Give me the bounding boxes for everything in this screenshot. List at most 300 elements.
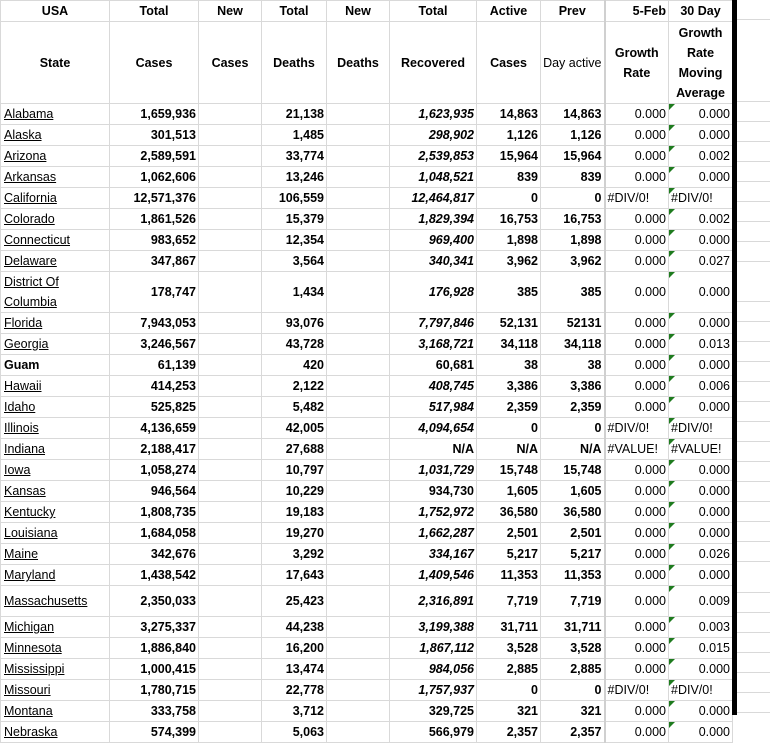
active-cases-cell[interactable]: [477, 680, 541, 701]
growth-rate-cell[interactable]: [605, 188, 669, 209]
error-indicator-icon[interactable]: [669, 376, 675, 382]
active-cases-cell[interactable]: [477, 418, 541, 439]
new-deaths-cell[interactable]: [327, 586, 390, 617]
total-deaths-cell[interactable]: [262, 439, 327, 460]
recovered-cell[interactable]: [390, 251, 477, 272]
active-cases-cell[interactable]: [477, 146, 541, 167]
prev-day-active-cell[interactable]: [541, 544, 605, 565]
state-link-cell[interactable]: [1, 701, 110, 722]
total-cases-cell[interactable]: [110, 481, 199, 502]
total-cases-cell[interactable]: [110, 502, 199, 523]
growth-rate-cell[interactable]: [605, 617, 669, 638]
header-prev-day-active[interactable]: Day active: [541, 22, 605, 104]
error-indicator-icon[interactable]: [669, 680, 675, 686]
prev-day-active-cell[interactable]: [541, 355, 605, 376]
growth-ma-cell[interactable]: [669, 586, 733, 617]
growth-rate-cell[interactable]: [605, 460, 669, 481]
growth-rate-cell[interactable]: [605, 125, 669, 146]
growth-rate-cell[interactable]: [605, 638, 669, 659]
recovered-cell[interactable]: [390, 617, 477, 638]
growth-rate-cell[interactable]: [605, 167, 669, 188]
growth-rate-cell[interactable]: [605, 209, 669, 230]
total-cases-cell[interactable]: [110, 701, 199, 722]
growth-ma-cell[interactable]: [669, 638, 733, 659]
new-cases-cell[interactable]: [199, 680, 262, 701]
header-total-cases[interactable]: Cases: [110, 22, 199, 104]
state-link-cell[interactable]: [1, 565, 110, 586]
active-cases-cell[interactable]: [477, 638, 541, 659]
total-cases-cell[interactable]: [110, 104, 199, 125]
new-cases-cell[interactable]: [199, 617, 262, 638]
prev-day-active-cell[interactable]: [541, 439, 605, 460]
growth-ma-cell[interactable]: [669, 313, 733, 334]
growth-rate-cell[interactable]: [605, 659, 669, 680]
growth-ma-cell[interactable]: [669, 544, 733, 565]
growth-rate-cell[interactable]: [605, 544, 669, 565]
error-indicator-icon[interactable]: [669, 251, 675, 257]
state-link[interactable]: Illinois: [4, 421, 39, 435]
total-deaths-cell[interactable]: [262, 313, 327, 334]
growth-ma-cell[interactable]: [669, 565, 733, 586]
total-cases-cell[interactable]: [110, 617, 199, 638]
header-total-cases-top[interactable]: Total: [110, 1, 199, 22]
active-cases-cell[interactable]: [477, 230, 541, 251]
error-indicator-icon[interactable]: [669, 104, 675, 110]
prev-day-active-cell[interactable]: [541, 523, 605, 544]
error-indicator-icon[interactable]: [669, 659, 675, 665]
state-link[interactable]: Alaska: [4, 128, 42, 142]
growth-ma-cell[interactable]: [669, 209, 733, 230]
header-total-recovered[interactable]: Recovered: [390, 22, 477, 104]
active-cases-cell[interactable]: [477, 617, 541, 638]
growth-rate-cell[interactable]: [605, 523, 669, 544]
new-deaths-cell[interactable]: [327, 313, 390, 334]
growth-rate-cell[interactable]: [605, 376, 669, 397]
state-link-cell[interactable]: [1, 313, 110, 334]
active-cases-cell[interactable]: [477, 104, 541, 125]
recovered-cell[interactable]: [390, 188, 477, 209]
new-cases-cell[interactable]: [199, 376, 262, 397]
growth-rate-cell[interactable]: [605, 272, 669, 313]
new-cases-cell[interactable]: [199, 230, 262, 251]
recovered-cell[interactable]: [390, 502, 477, 523]
state-link[interactable]: Georgia: [4, 337, 49, 351]
recovered-cell[interactable]: [390, 523, 477, 544]
state-link-cell[interactable]: [1, 209, 110, 230]
growth-rate-cell[interactable]: [605, 722, 669, 743]
total-deaths-cell[interactable]: [262, 481, 327, 502]
active-cases-cell[interactable]: [477, 439, 541, 460]
recovered-cell[interactable]: [390, 209, 477, 230]
error-indicator-icon[interactable]: [669, 481, 675, 487]
total-deaths-cell[interactable]: [262, 125, 327, 146]
error-indicator-icon[interactable]: [669, 167, 675, 173]
recovered-cell[interactable]: [390, 125, 477, 146]
recovered-cell[interactable]: [390, 272, 477, 313]
error-indicator-icon[interactable]: [669, 418, 675, 424]
growth-rate-cell[interactable]: [605, 251, 669, 272]
header-new-deaths[interactable]: Deaths: [327, 22, 390, 104]
total-cases-cell[interactable]: [110, 355, 199, 376]
total-deaths-cell[interactable]: [262, 659, 327, 680]
growth-rate-cell[interactable]: [605, 146, 669, 167]
header-active-cases-top[interactable]: Active: [477, 1, 541, 22]
state-link[interactable]: Connecticut: [4, 233, 71, 247]
state-link[interactable]: Michigan: [4, 620, 55, 634]
state-link[interactable]: Delaware: [4, 254, 57, 268]
total-deaths-cell[interactable]: [262, 460, 327, 481]
state-link[interactable]: Montana: [4, 704, 53, 718]
prev-day-active-cell[interactable]: [541, 701, 605, 722]
new-deaths-cell[interactable]: [327, 680, 390, 701]
prev-day-active-cell[interactable]: [541, 659, 605, 680]
state-link-cell[interactable]: [1, 659, 110, 680]
new-cases-cell[interactable]: [199, 659, 262, 680]
error-indicator-icon[interactable]: [669, 544, 675, 550]
growth-rate-cell[interactable]: [605, 334, 669, 355]
prev-day-active-cell[interactable]: [541, 167, 605, 188]
state-link-cell[interactable]: [1, 376, 110, 397]
growth-ma-cell[interactable]: [669, 701, 733, 722]
new-cases-cell[interactable]: [199, 544, 262, 565]
recovered-cell[interactable]: [390, 701, 477, 722]
prev-day-active-cell[interactable]: [541, 251, 605, 272]
new-cases-cell[interactable]: [199, 251, 262, 272]
new-cases-cell[interactable]: [199, 125, 262, 146]
total-deaths-cell[interactable]: [262, 722, 327, 743]
total-deaths-cell[interactable]: [262, 418, 327, 439]
state-link-cell[interactable]: [1, 188, 110, 209]
state-link-cell[interactable]: [1, 167, 110, 188]
prev-day-active-cell[interactable]: [541, 502, 605, 523]
error-indicator-icon[interactable]: [669, 617, 675, 623]
new-cases-cell[interactable]: [199, 188, 262, 209]
recovered-cell[interactable]: [390, 481, 477, 502]
new-cases-cell[interactable]: [199, 523, 262, 544]
growth-ma-cell[interactable]: [669, 659, 733, 680]
growth-ma-cell[interactable]: [669, 355, 733, 376]
new-deaths-cell[interactable]: [327, 544, 390, 565]
prev-day-active-cell[interactable]: [541, 638, 605, 659]
total-cases-cell[interactable]: [110, 397, 199, 418]
state-link[interactable]: Nebraska: [4, 725, 58, 739]
state-link[interactable]: Idaho: [4, 400, 36, 414]
active-cases-cell[interactable]: [477, 313, 541, 334]
total-cases-cell[interactable]: [110, 565, 199, 586]
new-cases-cell[interactable]: [199, 481, 262, 502]
total-cases-cell[interactable]: [110, 523, 199, 544]
new-deaths-cell[interactable]: [327, 230, 390, 251]
state-link[interactable]: Minnesota: [4, 641, 62, 655]
state-link[interactable]: Arizona: [4, 149, 47, 163]
state-link-cell[interactable]: [1, 355, 110, 376]
recovered-cell[interactable]: [390, 355, 477, 376]
growth-rate-cell[interactable]: [605, 397, 669, 418]
active-cases-cell[interactable]: [477, 167, 541, 188]
recovered-cell[interactable]: [390, 680, 477, 701]
state-link[interactable]: Massachusetts: [4, 594, 88, 608]
growth-rate-cell[interactable]: [605, 502, 669, 523]
growth-ma-cell[interactable]: [669, 167, 733, 188]
new-cases-cell[interactable]: [199, 439, 262, 460]
new-deaths-cell[interactable]: [327, 638, 390, 659]
state-link[interactable]: Arkansas: [4, 170, 57, 184]
state-link[interactable]: Iowa: [4, 463, 31, 477]
new-cases-cell[interactable]: [199, 167, 262, 188]
active-cases-cell[interactable]: [477, 586, 541, 617]
total-cases-cell[interactable]: [110, 659, 199, 680]
total-deaths-cell[interactable]: [262, 355, 327, 376]
state-link-cell[interactable]: [1, 523, 110, 544]
total-deaths-cell[interactable]: [262, 397, 327, 418]
error-indicator-icon[interactable]: [669, 586, 675, 592]
prev-day-active-cell[interactable]: [541, 272, 605, 313]
recovered-cell[interactable]: [390, 460, 477, 481]
growth-ma-cell[interactable]: [669, 680, 733, 701]
growth-rate-cell[interactable]: [605, 680, 669, 701]
new-cases-cell[interactable]: [199, 397, 262, 418]
header-new-cases[interactable]: Cases: [199, 22, 262, 104]
total-deaths-cell[interactable]: [262, 586, 327, 617]
total-cases-cell[interactable]: [110, 544, 199, 565]
total-cases-cell[interactable]: [110, 334, 199, 355]
recovered-cell[interactable]: [390, 334, 477, 355]
active-cases-cell[interactable]: [477, 544, 541, 565]
total-cases-cell[interactable]: [110, 313, 199, 334]
prev-day-active-cell[interactable]: [541, 481, 605, 502]
active-cases-cell[interactable]: [477, 376, 541, 397]
header-growth-rate[interactable]: Growth Rate: [605, 22, 669, 104]
total-deaths-cell[interactable]: [262, 272, 327, 313]
growth-ma-cell[interactable]: [669, 230, 733, 251]
state-link-cell[interactable]: [1, 460, 110, 481]
error-indicator-icon[interactable]: [669, 230, 675, 236]
growth-rate-cell[interactable]: [605, 230, 669, 251]
state-link[interactable]: Louisiana: [4, 526, 58, 540]
total-deaths-cell[interactable]: [262, 104, 327, 125]
recovered-cell[interactable]: [390, 544, 477, 565]
prev-day-active-cell[interactable]: [541, 334, 605, 355]
active-cases-cell[interactable]: [477, 188, 541, 209]
state-link-cell[interactable]: [1, 334, 110, 355]
total-cases-cell[interactable]: [110, 167, 199, 188]
total-deaths-cell[interactable]: [262, 376, 327, 397]
recovered-cell[interactable]: [390, 418, 477, 439]
prev-day-active-cell[interactable]: [541, 680, 605, 701]
new-deaths-cell[interactable]: [327, 209, 390, 230]
state-link-cell[interactable]: [1, 481, 110, 502]
growth-ma-cell[interactable]: [669, 334, 733, 355]
growth-ma-cell[interactable]: [669, 481, 733, 502]
new-cases-cell[interactable]: [199, 722, 262, 743]
new-cases-cell[interactable]: [199, 502, 262, 523]
state-link-cell[interactable]: [1, 502, 110, 523]
growth-ma-cell[interactable]: [669, 397, 733, 418]
error-indicator-icon[interactable]: [669, 146, 675, 152]
state-link[interactable]: Alabama: [4, 107, 54, 121]
state-link[interactable]: Indiana: [4, 442, 46, 456]
state-link-cell[interactable]: [1, 617, 110, 638]
header-prev-day-top[interactable]: Prev: [541, 1, 605, 22]
active-cases-cell[interactable]: [477, 502, 541, 523]
header-total-deaths[interactable]: Deaths: [262, 22, 327, 104]
error-indicator-icon[interactable]: [669, 565, 675, 571]
new-deaths-cell[interactable]: [327, 272, 390, 313]
recovered-cell[interactable]: [390, 230, 477, 251]
state-link[interactable]: Kentucky: [4, 505, 56, 519]
error-indicator-icon[interactable]: [669, 313, 675, 319]
new-cases-cell[interactable]: [199, 334, 262, 355]
growth-ma-cell[interactable]: [669, 104, 733, 125]
new-deaths-cell[interactable]: [327, 722, 390, 743]
new-cases-cell[interactable]: [199, 272, 262, 313]
total-cases-cell[interactable]: [110, 439, 199, 460]
growth-rate-cell[interactable]: [605, 439, 669, 460]
total-deaths-cell[interactable]: [262, 209, 327, 230]
prev-day-active-cell[interactable]: [541, 376, 605, 397]
new-deaths-cell[interactable]: [327, 617, 390, 638]
new-deaths-cell[interactable]: [327, 104, 390, 125]
active-cases-cell[interactable]: [477, 125, 541, 146]
recovered-cell[interactable]: [390, 439, 477, 460]
new-deaths-cell[interactable]: [327, 376, 390, 397]
new-deaths-cell[interactable]: [327, 523, 390, 544]
state-link[interactable]: Hawaii: [4, 379, 42, 393]
prev-day-active-cell[interactable]: [541, 188, 605, 209]
state-link[interactable]: Florida: [4, 316, 43, 330]
error-indicator-icon[interactable]: [669, 722, 675, 728]
growth-ma-cell[interactable]: [669, 376, 733, 397]
header-total-recovered-top[interactable]: Total: [390, 1, 477, 22]
prev-day-active-cell[interactable]: [541, 397, 605, 418]
error-indicator-icon[interactable]: [669, 701, 675, 707]
growth-ma-cell[interactable]: [669, 439, 733, 460]
active-cases-cell[interactable]: [477, 481, 541, 502]
new-cases-cell[interactable]: [199, 638, 262, 659]
state-link-cell[interactable]: [1, 251, 110, 272]
total-cases-cell[interactable]: [110, 376, 199, 397]
recovered-cell[interactable]: [390, 565, 477, 586]
error-indicator-icon[interactable]: [669, 502, 675, 508]
active-cases-cell[interactable]: [477, 355, 541, 376]
growth-ma-cell[interactable]: [669, 418, 733, 439]
growth-rate-cell[interactable]: [605, 355, 669, 376]
growth-ma-cell[interactable]: [669, 722, 733, 743]
new-deaths-cell[interactable]: [327, 439, 390, 460]
recovered-cell[interactable]: [390, 397, 477, 418]
growth-rate-cell[interactable]: [605, 481, 669, 502]
prev-day-active-cell[interactable]: [541, 209, 605, 230]
new-deaths-cell[interactable]: [327, 334, 390, 355]
recovered-cell[interactable]: [390, 659, 477, 680]
total-deaths-cell[interactable]: [262, 565, 327, 586]
new-deaths-cell[interactable]: [327, 167, 390, 188]
state-link-cell[interactable]: [1, 638, 110, 659]
growth-ma-cell[interactable]: [669, 617, 733, 638]
empty-columns-area[interactable]: [737, 0, 770, 715]
total-deaths-cell[interactable]: [262, 334, 327, 355]
state-link-cell[interactable]: [1, 586, 110, 617]
recovered-cell[interactable]: [390, 638, 477, 659]
state-link[interactable]: District Of Columbia: [4, 275, 59, 309]
recovered-cell[interactable]: [390, 722, 477, 743]
new-cases-cell[interactable]: [199, 104, 262, 125]
prev-day-active-cell[interactable]: [541, 146, 605, 167]
total-cases-cell[interactable]: [110, 230, 199, 251]
growth-ma-cell[interactable]: [669, 251, 733, 272]
prev-day-active-cell[interactable]: [541, 565, 605, 586]
recovered-cell[interactable]: [390, 313, 477, 334]
header-usa[interactable]: USA: [1, 1, 110, 22]
growth-rate-cell[interactable]: [605, 418, 669, 439]
recovered-cell[interactable]: [390, 146, 477, 167]
total-cases-cell[interactable]: [110, 460, 199, 481]
total-deaths-cell[interactable]: [262, 617, 327, 638]
prev-day-active-cell[interactable]: [541, 230, 605, 251]
error-indicator-icon[interactable]: [669, 209, 675, 215]
total-cases-cell[interactable]: [110, 125, 199, 146]
total-cases-cell[interactable]: [110, 188, 199, 209]
state-link-cell[interactable]: [1, 146, 110, 167]
new-deaths-cell[interactable]: [327, 146, 390, 167]
state-link-cell[interactable]: [1, 230, 110, 251]
growth-rate-cell[interactable]: [605, 104, 669, 125]
total-cases-cell[interactable]: [110, 638, 199, 659]
total-deaths-cell[interactable]: [262, 638, 327, 659]
prev-day-active-cell[interactable]: [541, 460, 605, 481]
state-link-cell[interactable]: [1, 125, 110, 146]
active-cases-cell[interactable]: [477, 460, 541, 481]
total-deaths-cell[interactable]: [262, 701, 327, 722]
total-cases-cell[interactable]: [110, 251, 199, 272]
growth-rate-cell[interactable]: [605, 586, 669, 617]
total-cases-cell[interactable]: [110, 586, 199, 617]
prev-day-active-cell[interactable]: [541, 586, 605, 617]
growth-ma-cell[interactable]: [669, 272, 733, 313]
total-cases-cell[interactable]: [110, 680, 199, 701]
new-cases-cell[interactable]: [199, 460, 262, 481]
error-indicator-icon[interactable]: [669, 125, 675, 131]
header-date[interactable]: 5-Feb: [605, 1, 669, 22]
new-cases-cell[interactable]: [199, 355, 262, 376]
new-cases-cell[interactable]: [199, 146, 262, 167]
header-30day-top[interactable]: 30 Day: [669, 1, 733, 22]
header-active-cases[interactable]: Cases: [477, 22, 541, 104]
error-indicator-icon[interactable]: [669, 638, 675, 644]
total-deaths-cell[interactable]: [262, 544, 327, 565]
active-cases-cell[interactable]: [477, 659, 541, 680]
state-link-cell[interactable]: [1, 397, 110, 418]
total-deaths-cell[interactable]: [262, 523, 327, 544]
state-link[interactable]: California: [4, 191, 57, 205]
state-link-cell[interactable]: [1, 418, 110, 439]
total-deaths-cell[interactable]: [262, 188, 327, 209]
recovered-cell[interactable]: [390, 104, 477, 125]
active-cases-cell[interactable]: [477, 272, 541, 313]
new-cases-cell[interactable]: [199, 209, 262, 230]
error-indicator-icon[interactable]: [669, 439, 675, 445]
error-indicator-icon[interactable]: [669, 460, 675, 466]
error-indicator-icon[interactable]: [669, 397, 675, 403]
prev-day-active-cell[interactable]: [541, 722, 605, 743]
header-state[interactable]: State: [1, 22, 110, 104]
new-cases-cell[interactable]: [199, 586, 262, 617]
growth-rate-cell[interactable]: [605, 313, 669, 334]
growth-rate-cell[interactable]: [605, 565, 669, 586]
total-cases-cell[interactable]: [110, 209, 199, 230]
new-deaths-cell[interactable]: [327, 460, 390, 481]
state-link[interactable]: Mississippi: [4, 662, 65, 676]
